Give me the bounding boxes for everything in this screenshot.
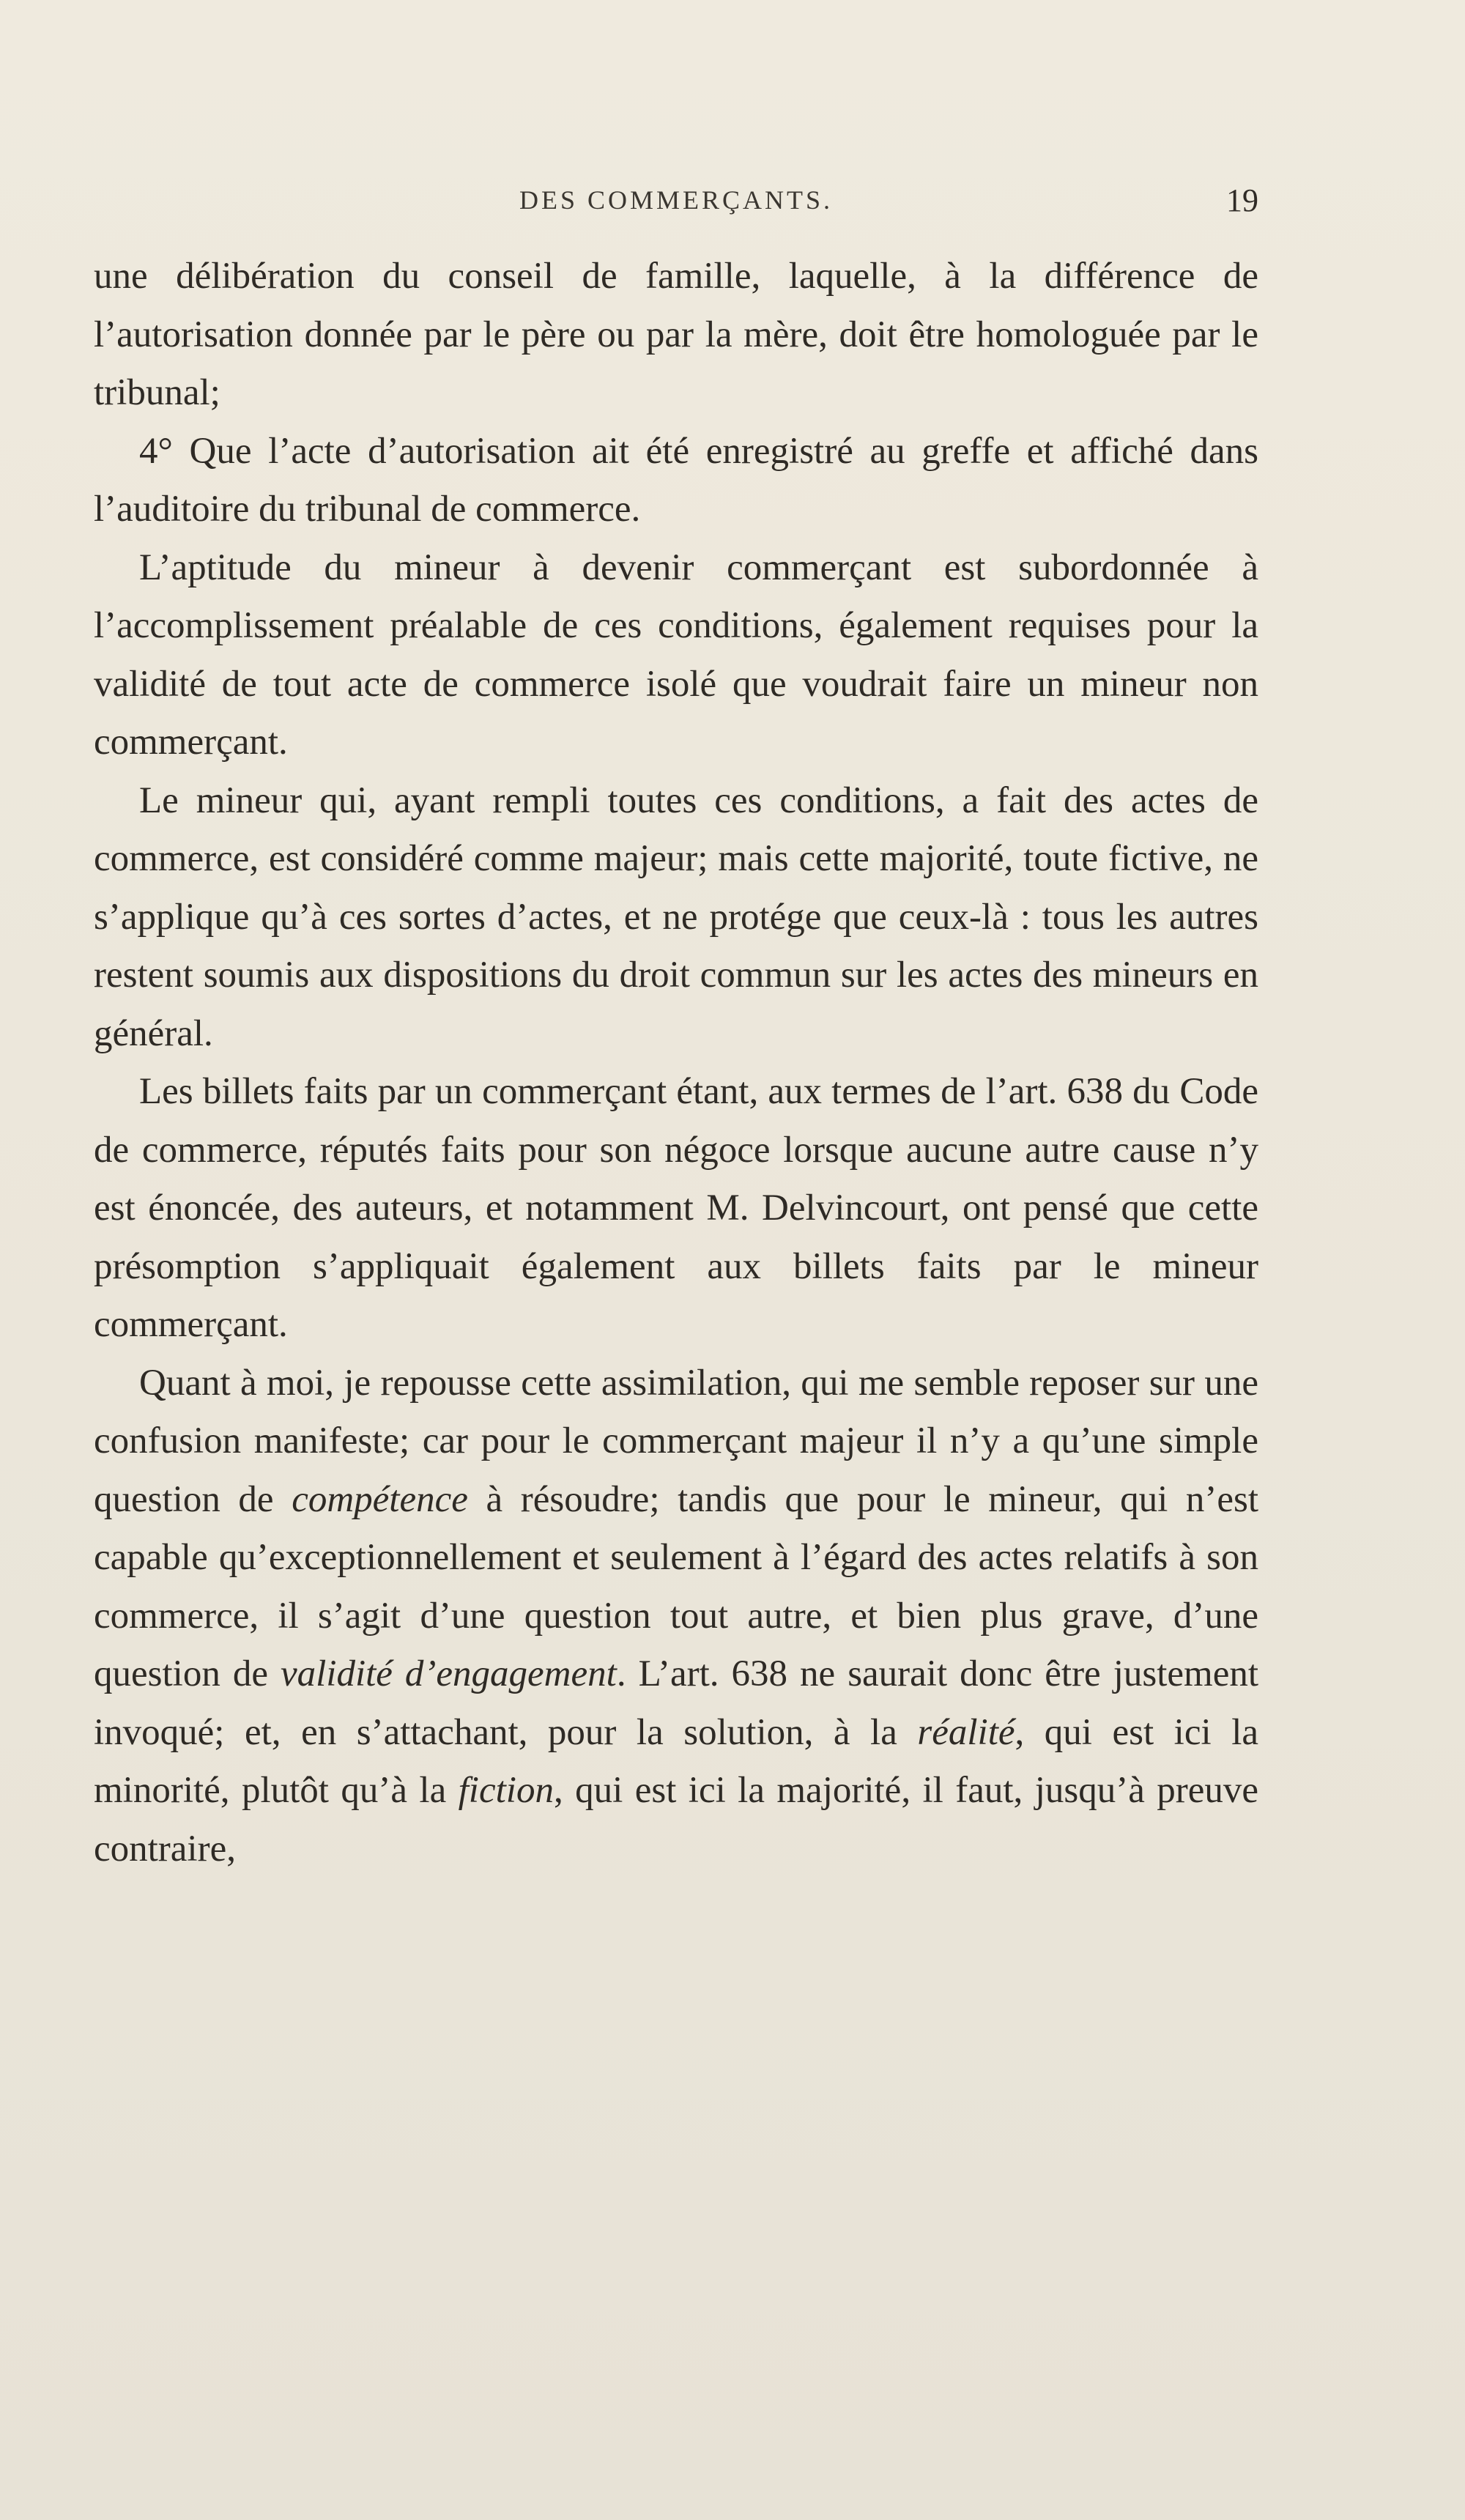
paragraph bbox=[94, 1354, 1258, 1879]
running-title: DES COMMERÇANTS. bbox=[519, 185, 834, 215]
italic-phrase: validité d’engagement bbox=[280, 1653, 617, 1694]
italic-phrase: fiction bbox=[458, 1770, 554, 1811]
text-run: Les billets faits par un commerçant étant, aux termes de l’art. 638 du Code de commerce, réputés faits pour son négoce lorsque aucune autre cause n’y est énoncée, des auteurs, et notamment M. Delvincourt, ont pensé que cette présomption s’appliquait également aux billets faits par le mineur commerçant. bbox=[94, 1071, 1258, 1345]
italic-phrase: réalité bbox=[917, 1711, 1015, 1753]
text-run: L’aptitude du mineur à devenir commerçant est subordonnée à l’accomplissement préalable de ces conditions, également requises pour la validité de tout acte de commerce isolé que voudrait faire un mineur non commerçant. bbox=[94, 546, 1258, 763]
paragraph bbox=[94, 539, 1258, 772]
body-text bbox=[94, 248, 1258, 1878]
text-run: à résoudre; tandis que pour le mineur, qui n’est capable qu’exceptionnellement et seulement à l’égard des actes relatifs à son commerce, il s’agit d’une question tout autre, et bien plus grave, d’une question de bbox=[94, 1478, 1258, 1694]
text-run: , qui est ici la majorité, il faut, jusqu’à preuve contraire, bbox=[94, 1770, 1258, 1869]
page-number: 19 bbox=[1226, 182, 1258, 218]
paragraph bbox=[94, 248, 1258, 423]
paragraph bbox=[94, 423, 1258, 539]
paragraph bbox=[94, 1063, 1258, 1354]
italic-phrase: compétence bbox=[292, 1478, 468, 1520]
paragraph bbox=[94, 772, 1258, 1064]
text-run: 4° Que l’acte d’autorisation ait été enregistré au greffe et affiché dans l’auditoire du tribunal de commerce. bbox=[94, 430, 1258, 530]
text-run: une délibération du conseil de famille, laquelle, à la différence de l’autorisation donnée par le père ou par la mère, doit être homologuée par le tribunal; bbox=[94, 256, 1258, 413]
text-run: , qui est ici la minorité, plutôt qu’à la bbox=[94, 1711, 1258, 1811]
text-run: Quant à moi, je repousse cette assimilation, qui me semble reposer sur une confusion manifeste; car pour le commerçant majeur il n’y a qu’une simple question de bbox=[94, 1362, 1258, 1520]
text-run: Le mineur qui, ayant rempli toutes ces conditions, a fait des actes de commerce, est considéré comme majeur; mais cette majorité, toute fictive, ne s’applique qu’à ces sortes d’actes, et ne protége que ceux-là : tous les autres restent soumis aux dispositions du droit commun sur les actes des mineurs en général. bbox=[94, 779, 1258, 1054]
page-header bbox=[94, 182, 1258, 229]
text-run: . L’art. 638 ne saurait donc être justement invoqué; et, en s’attachant, pour la solution, à la bbox=[94, 1653, 1258, 1753]
